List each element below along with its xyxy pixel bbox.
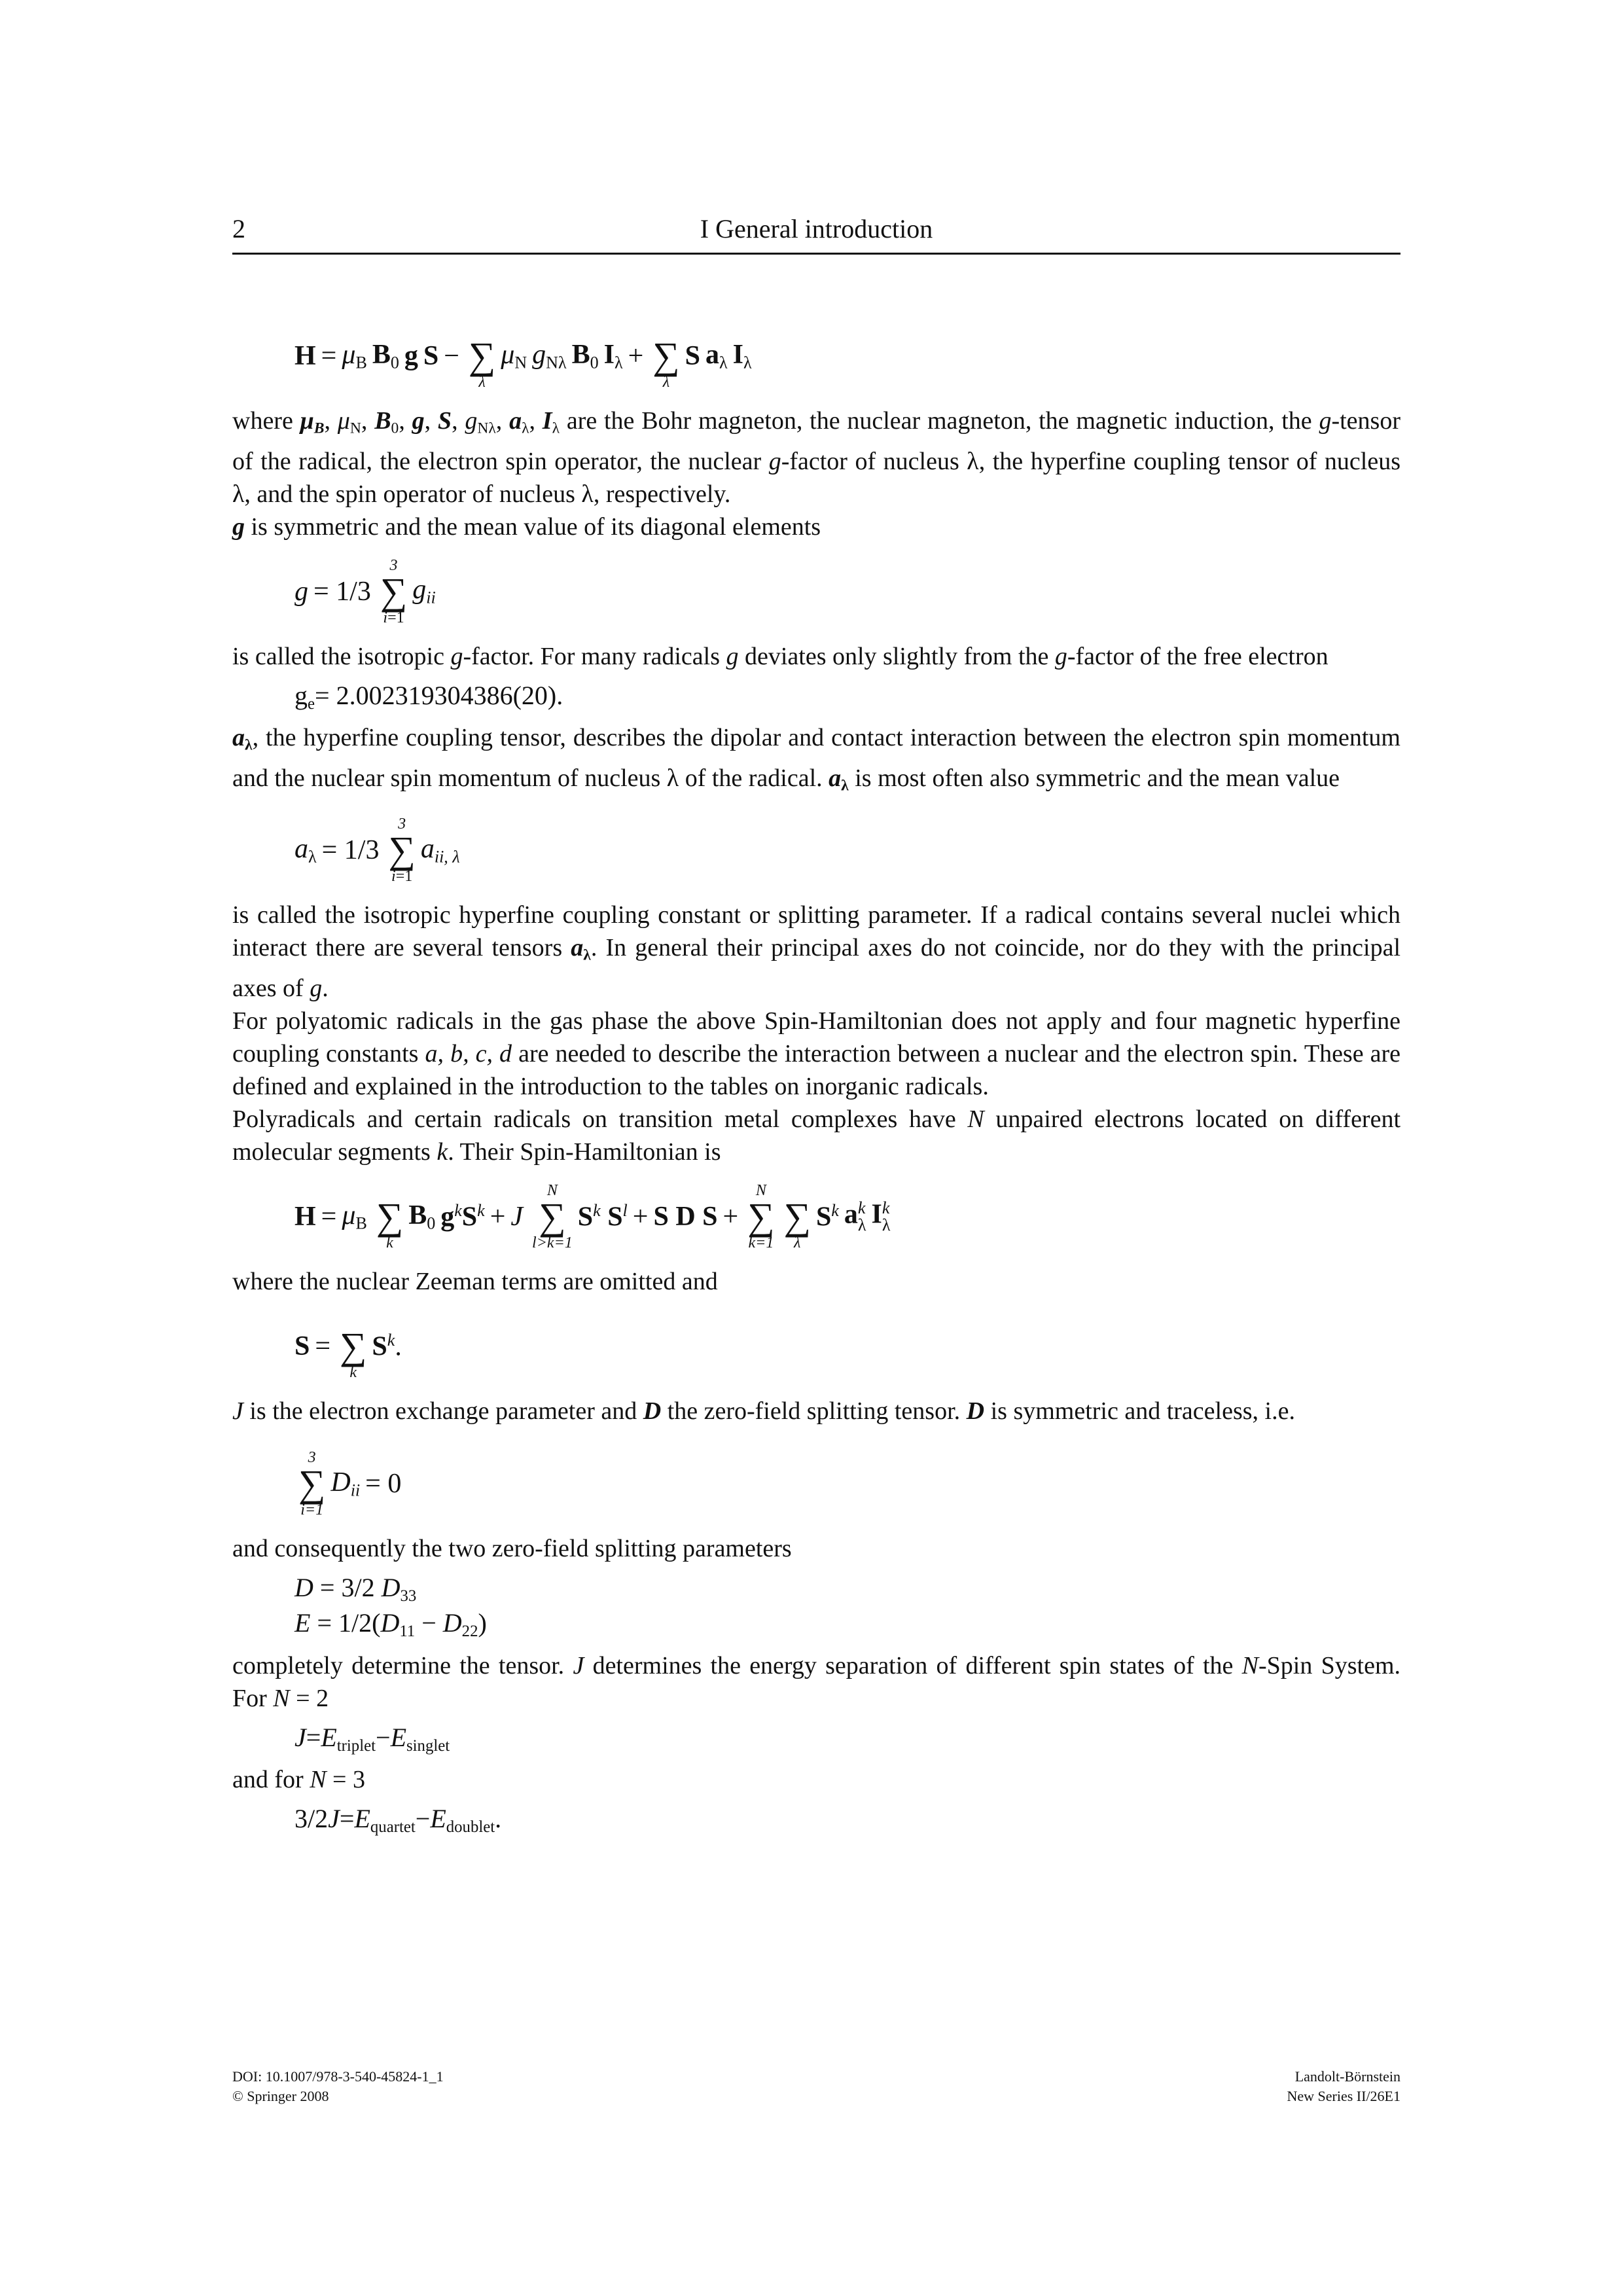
- eq-sup: k: [593, 1201, 601, 1221]
- eq-S: S: [815, 1202, 832, 1232]
- symbol-a: a: [829, 764, 842, 792]
- text-span: are needed to describe the interaction between a nuclear and the electron spin. These are defined and explained in the introduction to the tables on inorganic radicals.: [232, 1039, 1401, 1100]
- eq-sub: λ: [614, 353, 623, 372]
- symbol-g: g: [232, 512, 245, 541]
- sum-symbol: 3 ∑ i=1: [298, 1448, 326, 1518]
- symbol-abcd: a, b, c, d: [425, 1039, 512, 1067]
- eq-sup: k: [454, 1201, 462, 1221]
- eq-value: = 2.002319304386(20).: [315, 680, 563, 710]
- eq-g: g: [412, 575, 427, 605]
- symbol-J: J: [232, 1397, 243, 1425]
- sum-symbol: N ∑ l>k=1: [532, 1181, 573, 1251]
- eq-I: I: [603, 339, 615, 370]
- eq-g: g: [440, 1202, 455, 1232]
- equation-ge: [294, 681, 1400, 713]
- eq-E: E: [294, 1608, 311, 1638]
- eq-B: B: [408, 1200, 427, 1230]
- symbol-N: N: [967, 1105, 984, 1133]
- eq-a: a: [294, 834, 308, 865]
- equation-poly-hamiltonian: H = $\mu_B$ ∑ k $B_0$ $g^kS^k$ + J N ∑ l>k=1 $S^k$ $S^l$ + S D S + N ∑ k=1 ∑ λ $S^k$ a k λ I k λ: [294, 1181, 891, 1251]
- eq-sub: λ: [719, 353, 728, 372]
- sum-symbol: 3 ∑ i=1: [380, 556, 408, 626]
- eq-sub: 0: [590, 353, 599, 372]
- symbol-N: N: [1241, 1651, 1259, 1679]
- eq-I: I: [871, 1199, 882, 1230]
- sum-symbol: ∑ λ: [652, 334, 680, 391]
- equation-total-spin: [294, 1312, 1400, 1380]
- text-span: is called the isotropic: [232, 642, 444, 670]
- eq-sub: 11: [399, 1623, 416, 1641]
- equation-J-N3: [294, 1804, 1400, 1837]
- text-span: the zero-field splitting tensor.: [667, 1397, 961, 1425]
- eq-SDS: S D S: [653, 1201, 718, 1232]
- eq-a: a: [844, 1199, 858, 1230]
- eq-rhs: = 3/2: [319, 1572, 375, 1602]
- text-span: -Spin System. For: [232, 1651, 1401, 1712]
- eq-sub: 0: [427, 1213, 436, 1232]
- paragraph-zfs-parameters: [232, 1532, 1400, 1565]
- footer-right: [1287, 2067, 1400, 2106]
- eq-plus: +: [628, 341, 644, 371]
- text-where: where: [232, 407, 293, 435]
- eq-equals: =: [306, 1722, 321, 1752]
- eq-sub: Nλ: [546, 353, 567, 372]
- text-span: unpaired electrons located on different molecular segments: [232, 1105, 1401, 1166]
- series-title: Landolt-Börnstein: [1294, 2068, 1400, 2085]
- eq-end: .: [395, 1331, 402, 1362]
- eq-rhs: = 1/2(: [317, 1608, 381, 1638]
- symbol-D: D: [966, 1397, 985, 1425]
- eq-sub: quartet: [370, 1818, 416, 1837]
- sum-symbol: N ∑ k=1: [747, 1181, 775, 1251]
- text-span: For polyatomic radicals in the gas phase the above Spin-Hamiltonian does not apply and four magnetic hyperfine coupling constants: [232, 1007, 1400, 1067]
- eq-E: E: [321, 1722, 337, 1752]
- eq-a: a: [420, 834, 435, 865]
- eq-plus: +: [722, 1201, 739, 1232]
- eq-sub: λ: [841, 777, 849, 795]
- copyright: © Springer 2008: [232, 2088, 329, 2104]
- text-span: and for: [232, 1766, 304, 1794]
- equation-hamiltonian: [294, 322, 1400, 390]
- text-span: are the Bohr magneton, the nuclear magneton, the magnetic induction, the: [566, 407, 1312, 435]
- eq-end: .: [495, 1804, 502, 1834]
- eq-sub: 33: [400, 1587, 417, 1605]
- eq-sub: ii: [350, 1480, 361, 1499]
- eq-g: g: [294, 576, 308, 607]
- equation-J-N2: [294, 1723, 1400, 1755]
- page-number: 2: [232, 214, 245, 243]
- symbol-g: g: [1054, 642, 1067, 670]
- eq-sub: λ: [743, 353, 752, 372]
- text-span: is symmetric and the mean value of its diagonal elements: [251, 512, 821, 541]
- equation-D: [294, 1573, 1400, 1605]
- eq-I: I: [732, 339, 743, 370]
- eq-sub: doublet: [446, 1818, 495, 1837]
- eq-S: S: [294, 1331, 310, 1361]
- sum-symbol: ∑ k: [340, 1324, 367, 1381]
- text-span: -factor. For many radicals: [463, 642, 720, 670]
- eq-sup: k: [387, 1331, 395, 1350]
- eq-E: E: [354, 1804, 370, 1834]
- eq-sub: λ: [245, 736, 253, 754]
- text-span: where the nuclear Zeeman terms are omitted and: [232, 1267, 718, 1295]
- eq-D: D: [442, 1608, 462, 1638]
- symbol-g: g: [450, 642, 463, 670]
- text-span: deviates only slightly from the: [745, 642, 1049, 670]
- page-header: [232, 209, 1400, 255]
- page-body: [232, 308, 1400, 1845]
- eq-minus: −: [444, 341, 459, 371]
- eq-g: g: [404, 341, 418, 371]
- footer-left: [232, 2067, 444, 2106]
- eq-close: ): [478, 1608, 487, 1638]
- eq-sub: singlet: [406, 1736, 450, 1755]
- paragraph-determine-tensor: [232, 1649, 1400, 1715]
- eq-H: H: [294, 1201, 316, 1232]
- text-span: is the electron exchange parameter and: [249, 1397, 637, 1425]
- text-span: is called the isotropic hyperfine coupling constant or splitting parameter. If a radical contains several nuclei which interact there are several tensors: [232, 901, 1400, 962]
- eq-equals: =: [321, 341, 337, 371]
- eq-sub: N: [514, 353, 527, 372]
- paragraph-isotropic-hyperfine: [232, 899, 1400, 1005]
- equation-a-mean: [294, 816, 1400, 884]
- symbol-D: D: [643, 1397, 662, 1425]
- sum-symbol: 3 ∑ i=1: [388, 816, 416, 886]
- eq-S: S: [372, 1331, 387, 1362]
- eq-sub: triplet: [336, 1736, 376, 1755]
- paragraph-exchange: [232, 1395, 1400, 1427]
- eq-E: E: [390, 1722, 406, 1752]
- eq-g: g: [294, 680, 308, 710]
- eq-B: B: [571, 339, 590, 370]
- eq-S: S: [577, 1202, 594, 1232]
- sum-symbol: ∑ k: [376, 1194, 404, 1251]
- eq-sub: λ: [583, 946, 591, 964]
- equation-E: [294, 1608, 1400, 1641]
- eq-S: S: [461, 1202, 478, 1232]
- symbol-g: g: [726, 642, 739, 670]
- eq-D: D: [381, 1572, 401, 1602]
- eq-rhs: = 1/3: [313, 576, 371, 607]
- paragraph-polyradicals: [232, 1103, 1400, 1168]
- text-span: and consequently the two zero-field splitting parameters: [232, 1534, 792, 1562]
- text-span: .: [322, 974, 329, 1002]
- eq-mu: μ: [342, 339, 356, 370]
- eq-minus: −: [376, 1722, 391, 1752]
- eq-J: J: [294, 1722, 306, 1752]
- text-span: is symmetric and traceless, i.e.: [990, 1397, 1295, 1425]
- eq-H: H: [294, 341, 316, 371]
- symbol-a: a: [571, 934, 584, 962]
- eq-S: S: [685, 341, 701, 371]
- symbol-g: g: [310, 974, 323, 1002]
- series-volume: New Series II/26E1: [1287, 2088, 1400, 2104]
- eq-g: g: [532, 339, 546, 370]
- symbol-N: N: [310, 1766, 327, 1794]
- text-span: -factor of the free electron: [1067, 642, 1329, 670]
- eq-sub: B: [355, 1213, 367, 1232]
- eq-rhs: = 1/3: [321, 835, 380, 866]
- text-span: is most often also symmetric and the mean value: [855, 764, 1340, 792]
- paragraph-zeeman-omitted: [232, 1265, 1400, 1298]
- text-span: -tensor of the radical, the electron spin operator, the nuclear: [232, 407, 1400, 475]
- eq-plus: +: [490, 1201, 506, 1232]
- text-span: Polyradicals and certain radicals on transition metal complexes have: [232, 1105, 956, 1133]
- eq-rhs: = 0: [365, 1468, 402, 1499]
- eq-pre: 3/2: [294, 1804, 329, 1834]
- eq-sub: ii: [426, 588, 436, 607]
- symbol-J: J: [573, 1651, 584, 1679]
- equation-g-mean: [294, 558, 1400, 626]
- eq-J: J: [510, 1201, 524, 1232]
- eq-S: S: [607, 1202, 623, 1232]
- eq-mu: μ: [501, 339, 515, 370]
- eq-equals: =: [339, 1804, 355, 1834]
- sum-symbol: ∑ λ: [783, 1194, 811, 1251]
- eq-sub: B: [355, 353, 367, 372]
- paragraph-where-symbols: where $\mu_B$, $\mu_N$, $B_0$, g, S, $g_{N\lambda}$, $a_\lambda$, $I_\lambda$ are the Bohr magneton, the nuclear magneton, the magnetic induction, the g-tensor of the radical, the electron spin operator, the nuclear g-factor of nucleus λ, the hyperfine coupling tensor of nucleus λ, and the spin operator of nucleus λ, respectively.: [232, 407, 1401, 508]
- eq-sub: 22: [461, 1623, 478, 1641]
- text-span: = 2: [296, 1684, 329, 1712]
- eq-S: S: [423, 341, 439, 371]
- eq-D: D: [294, 1572, 313, 1602]
- paragraph-hyperfine-tensor: [232, 721, 1400, 802]
- symbol-k: k: [437, 1138, 448, 1166]
- text-span: . Their Spin-Hamiltonian is: [448, 1138, 721, 1166]
- eq-sub: e: [308, 694, 315, 713]
- paragraph-isotropic-g: [232, 640, 1400, 673]
- eq-D: D: [330, 1467, 351, 1498]
- eq-mu: μ: [342, 1200, 356, 1230]
- sum-symbol: ∑ λ: [468, 334, 496, 391]
- text-span: . In general their principal axes do not coincide, nor do they with the principal axes of: [232, 934, 1400, 1002]
- text-span: , the hyperfine coupling tensor, describes the dipolar and contact interaction between the electron spin momentum and the nuclear spin momentum of nucleus λ of the radical.: [232, 724, 1400, 792]
- eq-sup: k: [831, 1201, 839, 1221]
- eq-E: E: [430, 1804, 446, 1834]
- eq-a: a: [705, 339, 720, 370]
- eq-sub: 0: [390, 353, 399, 372]
- equation-traceless: [294, 1442, 1400, 1518]
- paragraph-polyatomic: [232, 1005, 1400, 1103]
- text-span: completely determine the tensor.: [232, 1651, 565, 1679]
- eq-sub: ii, λ: [434, 847, 460, 867]
- text-span: = 3: [332, 1766, 365, 1794]
- text-span: determines the energy separation of different spin states of the: [592, 1651, 1234, 1679]
- symbol-N: N: [273, 1684, 290, 1712]
- eq-minus: −: [415, 1608, 443, 1638]
- eq-D: D: [380, 1608, 400, 1638]
- text-span: -factor of nucleus λ, the hyperfine coupling tensor of nucleus λ, and the spin operator of nucleus λ, respectively.: [232, 447, 1401, 508]
- eq-plus: +: [632, 1201, 649, 1232]
- eq-minus: −: [415, 1804, 431, 1834]
- eq-sub: λ: [308, 847, 317, 867]
- eq-equals: =: [321, 1201, 337, 1232]
- eq-sup: l: [622, 1201, 628, 1221]
- running-title: I General introduction: [700, 214, 933, 243]
- eq-sup: k: [477, 1201, 485, 1221]
- doi: DOI: 10.1007/978-3-540-45824-1_1: [232, 2068, 444, 2085]
- eq-B: B: [372, 339, 391, 370]
- eq-J: J: [328, 1804, 340, 1834]
- paragraph-for-N3: [232, 1763, 1400, 1796]
- symbol-a: a: [232, 724, 245, 752]
- paragraph-g-symmetric: [232, 511, 1400, 543]
- eq-equals: =: [315, 1331, 331, 1361]
